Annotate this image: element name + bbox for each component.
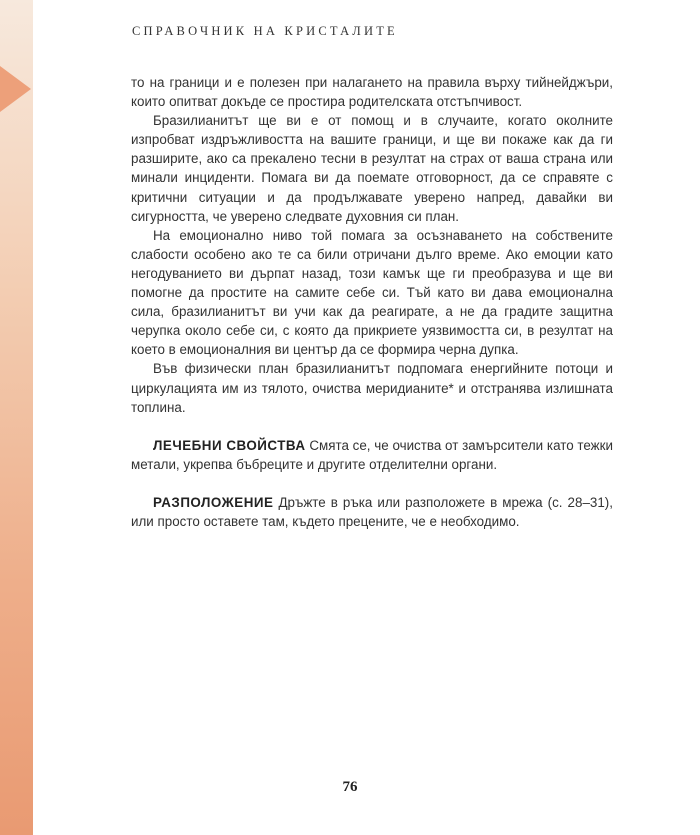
- running-head: СПРАВОЧНИК НА КРИСТАЛИТЕ: [132, 24, 398, 38]
- decorative-side-band: [0, 0, 33, 835]
- paragraph: то на граници и е полезен при налагането на правила върху тийнейджъри, които опитват докъде се простира родителската отстъпчивост.: [131, 75, 613, 110]
- section-heading: ЛЕЧЕБНИ СВОЙСТВА: [153, 437, 306, 453]
- section-text: Смята се, че очиства от замърсители като тежки метали, укрепва бъбреците и другите отделителни органи.: [131, 437, 613, 472]
- paragraph: Бразилианитът ще ви е от помощ и в случаите, когато околните изпробват издръжливостта на вашите граници, и ще ви покаже как да ги разширите, ако са прекалено тесни в резултат на страх от ваша страна или минали инциденти. Помага ви да поемате отговорност, да се справяте с критични ситуации и да продължавате уверено напред, давайки ви сигурността, че уверено следвате духовния си план.: [131, 113, 613, 224]
- paragraph: Във физически план бразилианитът подпомага енергийните потоци и циркулацията им из тялото, очиства меридианите* и отстранява излишната топлина.: [131, 361, 613, 415]
- page-number: 76: [342, 779, 358, 795]
- section-placement: [131, 493, 613, 531]
- section-heading: РАЗПОЛОЖЕНИЕ: [153, 494, 274, 510]
- body-text: [131, 73, 613, 531]
- page-tab-arrow-icon: [0, 66, 31, 112]
- section-healing-properties: [131, 436, 613, 474]
- paragraph: На емоционално ниво той помага за осъзнаването на собствените слабости особено ако те са били отричани дълго време. Ако емоции като негодуванието ви дърпат назад, този камък ще ги преобразува и ще ви помогне да простите на самите себе си. Тъй като ви дава емоционална сила, бразилианитът ви учи как да реагирате, а не да градите защитна черупка около себе си, с която да прикриете уязвимостта си, в резултат на което в емоционалния ви център да се формира черна дупка.: [131, 227, 613, 358]
- section-text: Дръжте в ръка или разположете в мрежа (с. 28–31), или просто оставете там, където прецените, че е необходимо.: [131, 494, 613, 529]
